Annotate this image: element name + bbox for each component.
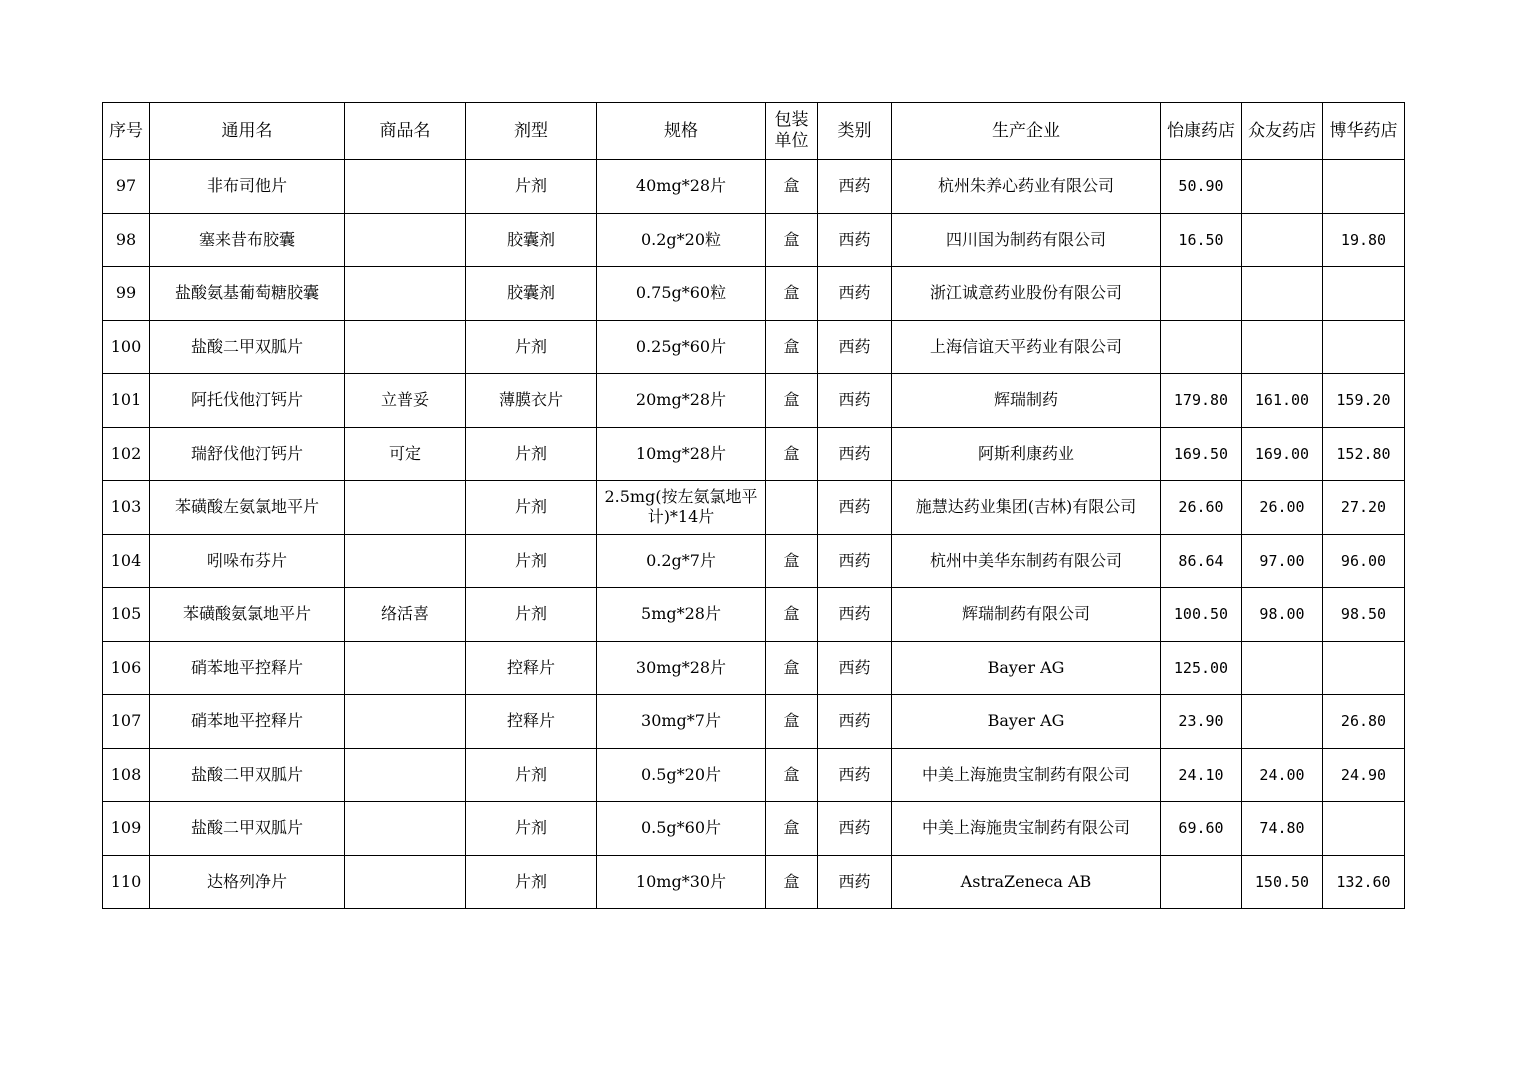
cell-brand-name bbox=[345, 481, 466, 535]
cell-unit bbox=[766, 481, 818, 535]
cell-category: 西药 bbox=[818, 320, 892, 374]
cell-category: 西药 bbox=[818, 481, 892, 535]
cell-brand-name bbox=[345, 802, 466, 856]
cell-price-yikang bbox=[1161, 320, 1242, 374]
cell-price-yikang bbox=[1161, 855, 1242, 909]
cell-manufacturer: 中美上海施贵宝制药有限公司 bbox=[892, 748, 1161, 802]
cell-manufacturer: 中美上海施贵宝制药有限公司 bbox=[892, 802, 1161, 856]
cell-price-bohua bbox=[1323, 267, 1405, 321]
cell-seq: 97 bbox=[103, 160, 150, 214]
cell-generic-name: 盐酸二甲双胍片 bbox=[150, 802, 345, 856]
cell-price-zhongyou: 74.80 bbox=[1242, 802, 1323, 856]
cell-seq: 100 bbox=[103, 320, 150, 374]
cell-unit: 盒 bbox=[766, 855, 818, 909]
cell-price-yikang: 179.80 bbox=[1161, 374, 1242, 428]
cell-generic-name: 硝苯地平控释片 bbox=[150, 641, 345, 695]
cell-manufacturer: 辉瑞制药有限公司 bbox=[892, 588, 1161, 642]
cell-dosage-form: 胶囊剂 bbox=[466, 267, 597, 321]
cell-price-bohua bbox=[1323, 802, 1405, 856]
cell-spec: 30mg*28片 bbox=[597, 641, 766, 695]
cell-spec: 30mg*7片 bbox=[597, 695, 766, 749]
cell-dosage-form: 片剂 bbox=[466, 855, 597, 909]
header-store-yikang: 怡康药店 bbox=[1161, 103, 1242, 160]
cell-price-yikang: 169.50 bbox=[1161, 427, 1242, 481]
cell-unit: 盒 bbox=[766, 748, 818, 802]
cell-brand-name bbox=[345, 267, 466, 321]
cell-price-bohua bbox=[1323, 320, 1405, 374]
cell-dosage-form: 控释片 bbox=[466, 695, 597, 749]
table-row bbox=[103, 695, 1405, 749]
cell-manufacturer: 辉瑞制药 bbox=[892, 374, 1161, 428]
cell-dosage-form: 片剂 bbox=[466, 802, 597, 856]
cell-spec: 10mg*28片 bbox=[597, 427, 766, 481]
cell-price-yikang: 100.50 bbox=[1161, 588, 1242, 642]
cell-spec: 0.25g*60片 bbox=[597, 320, 766, 374]
cell-price-yikang: 86.64 bbox=[1161, 534, 1242, 588]
cell-dosage-form: 片剂 bbox=[466, 481, 597, 535]
table-row bbox=[103, 802, 1405, 856]
cell-spec: 0.75g*60粒 bbox=[597, 267, 766, 321]
cell-price-bohua bbox=[1323, 160, 1405, 214]
cell-generic-name: 盐酸二甲双胍片 bbox=[150, 320, 345, 374]
cell-seq: 102 bbox=[103, 427, 150, 481]
cell-spec: 0.2g*7片 bbox=[597, 534, 766, 588]
cell-price-zhongyou bbox=[1242, 267, 1323, 321]
cell-manufacturer: Bayer AG bbox=[892, 695, 1161, 749]
cell-seq: 99 bbox=[103, 267, 150, 321]
cell-unit: 盒 bbox=[766, 213, 818, 267]
cell-spec: 40mg*28片 bbox=[597, 160, 766, 214]
cell-category: 西药 bbox=[818, 427, 892, 481]
cell-dosage-form: 片剂 bbox=[466, 160, 597, 214]
cell-unit: 盒 bbox=[766, 695, 818, 749]
table-row bbox=[103, 374, 1405, 428]
cell-dosage-form: 片剂 bbox=[466, 748, 597, 802]
cell-manufacturer: 阿斯利康药业 bbox=[892, 427, 1161, 481]
cell-category: 西药 bbox=[818, 802, 892, 856]
drug-price-table bbox=[102, 102, 1405, 909]
cell-spec: 2.5mg(按左氨氯地平计)*14片 bbox=[597, 481, 766, 535]
cell-unit: 盒 bbox=[766, 802, 818, 856]
cell-price-yikang bbox=[1161, 267, 1242, 321]
header-store-bohua: 博华药店 bbox=[1323, 103, 1405, 160]
cell-brand-name bbox=[345, 748, 466, 802]
cell-category: 西药 bbox=[818, 588, 892, 642]
cell-price-bohua: 152.80 bbox=[1323, 427, 1405, 481]
cell-price-bohua: 132.60 bbox=[1323, 855, 1405, 909]
cell-unit: 盒 bbox=[766, 534, 818, 588]
cell-price-bohua bbox=[1323, 641, 1405, 695]
cell-seq: 104 bbox=[103, 534, 150, 588]
table-row bbox=[103, 534, 1405, 588]
cell-dosage-form: 片剂 bbox=[466, 320, 597, 374]
cell-generic-name: 非布司他片 bbox=[150, 160, 345, 214]
cell-price-yikang: 69.60 bbox=[1161, 802, 1242, 856]
cell-unit: 盒 bbox=[766, 374, 818, 428]
cell-manufacturer: 施慧达药业集团(吉林)有限公司 bbox=[892, 481, 1161, 535]
table-body bbox=[103, 160, 1405, 909]
cell-manufacturer: 杭州朱养心药业有限公司 bbox=[892, 160, 1161, 214]
cell-price-yikang: 26.60 bbox=[1161, 481, 1242, 535]
cell-price-bohua: 27.20 bbox=[1323, 481, 1405, 535]
cell-brand-name: 立普妥 bbox=[345, 374, 466, 428]
cell-price-yikang: 24.10 bbox=[1161, 748, 1242, 802]
header-category: 类别 bbox=[818, 103, 892, 160]
cell-seq: 103 bbox=[103, 481, 150, 535]
header-spec: 规格 bbox=[597, 103, 766, 160]
cell-manufacturer: 四川国为制药有限公司 bbox=[892, 213, 1161, 267]
header-store-zhongyou: 众友药店 bbox=[1242, 103, 1323, 160]
cell-price-zhongyou: 97.00 bbox=[1242, 534, 1323, 588]
table-row bbox=[103, 160, 1405, 214]
cell-category: 西药 bbox=[818, 374, 892, 428]
cell-spec: 5mg*28片 bbox=[597, 588, 766, 642]
table-row bbox=[103, 320, 1405, 374]
table-row bbox=[103, 267, 1405, 321]
table-row bbox=[103, 855, 1405, 909]
cell-price-zhongyou: 161.00 bbox=[1242, 374, 1323, 428]
cell-category: 西药 bbox=[818, 534, 892, 588]
cell-price-zhongyou bbox=[1242, 641, 1323, 695]
cell-price-yikang: 125.00 bbox=[1161, 641, 1242, 695]
table-row bbox=[103, 641, 1405, 695]
cell-manufacturer: 杭州中美华东制药有限公司 bbox=[892, 534, 1161, 588]
cell-price-bohua: 159.20 bbox=[1323, 374, 1405, 428]
cell-generic-name: 吲哚布芬片 bbox=[150, 534, 345, 588]
table-row bbox=[103, 588, 1405, 642]
cell-manufacturer: AstraZeneca AB bbox=[892, 855, 1161, 909]
cell-brand-name bbox=[345, 213, 466, 267]
cell-category: 西药 bbox=[818, 213, 892, 267]
cell-dosage-form: 控释片 bbox=[466, 641, 597, 695]
cell-unit: 盒 bbox=[766, 427, 818, 481]
cell-price-zhongyou: 98.00 bbox=[1242, 588, 1323, 642]
header-generic-name: 通用名 bbox=[150, 103, 345, 160]
cell-price-bohua: 98.50 bbox=[1323, 588, 1405, 642]
header-seq: 序号 bbox=[103, 103, 150, 160]
cell-unit: 盒 bbox=[766, 641, 818, 695]
table-header-row bbox=[103, 103, 1405, 160]
cell-price-bohua: 19.80 bbox=[1323, 213, 1405, 267]
cell-price-zhongyou: 150.50 bbox=[1242, 855, 1323, 909]
cell-price-zhongyou bbox=[1242, 160, 1323, 214]
cell-generic-name: 塞来昔布胶囊 bbox=[150, 213, 345, 267]
cell-price-zhongyou bbox=[1242, 320, 1323, 374]
header-unit: 包装单位 bbox=[766, 103, 818, 160]
cell-price-yikang: 16.50 bbox=[1161, 213, 1242, 267]
cell-seq: 98 bbox=[103, 213, 150, 267]
cell-price-zhongyou: 169.00 bbox=[1242, 427, 1323, 481]
cell-dosage-form: 胶囊剂 bbox=[466, 213, 597, 267]
cell-seq: 101 bbox=[103, 374, 150, 428]
cell-brand-name bbox=[345, 855, 466, 909]
header-brand-name: 商品名 bbox=[345, 103, 466, 160]
cell-unit: 盒 bbox=[766, 320, 818, 374]
cell-generic-name: 硝苯地平控释片 bbox=[150, 695, 345, 749]
cell-generic-name: 盐酸二甲双胍片 bbox=[150, 748, 345, 802]
cell-price-zhongyou: 26.00 bbox=[1242, 481, 1323, 535]
cell-spec: 0.2g*20粒 bbox=[597, 213, 766, 267]
table-row bbox=[103, 427, 1405, 481]
cell-spec: 10mg*30片 bbox=[597, 855, 766, 909]
table-row bbox=[103, 213, 1405, 267]
cell-category: 西药 bbox=[818, 160, 892, 214]
cell-brand-name: 络活喜 bbox=[345, 588, 466, 642]
cell-brand-name bbox=[345, 534, 466, 588]
cell-brand-name bbox=[345, 695, 466, 749]
cell-generic-name: 苯磺酸左氨氯地平片 bbox=[150, 481, 345, 535]
cell-price-yikang: 50.90 bbox=[1161, 160, 1242, 214]
cell-brand-name bbox=[345, 320, 466, 374]
cell-price-yikang: 23.90 bbox=[1161, 695, 1242, 749]
cell-price-bohua: 26.80 bbox=[1323, 695, 1405, 749]
cell-seq: 106 bbox=[103, 641, 150, 695]
cell-category: 西药 bbox=[818, 748, 892, 802]
cell-dosage-form: 片剂 bbox=[466, 588, 597, 642]
cell-price-bohua: 24.90 bbox=[1323, 748, 1405, 802]
cell-unit: 盒 bbox=[766, 267, 818, 321]
cell-spec: 0.5g*60片 bbox=[597, 802, 766, 856]
cell-category: 西药 bbox=[818, 695, 892, 749]
cell-price-zhongyou bbox=[1242, 695, 1323, 749]
cell-seq: 109 bbox=[103, 802, 150, 856]
table-row bbox=[103, 481, 1405, 535]
cell-price-bohua: 96.00 bbox=[1323, 534, 1405, 588]
header-dosage-form: 剂型 bbox=[466, 103, 597, 160]
cell-manufacturer: Bayer AG bbox=[892, 641, 1161, 695]
cell-manufacturer: 浙江诚意药业股份有限公司 bbox=[892, 267, 1161, 321]
cell-category: 西药 bbox=[818, 855, 892, 909]
cell-unit: 盒 bbox=[766, 160, 818, 214]
cell-spec: 20mg*28片 bbox=[597, 374, 766, 428]
cell-generic-name: 盐酸氨基葡萄糖胶囊 bbox=[150, 267, 345, 321]
cell-brand-name: 可定 bbox=[345, 427, 466, 481]
cell-unit: 盒 bbox=[766, 588, 818, 642]
table-row bbox=[103, 748, 1405, 802]
header-manufacturer: 生产企业 bbox=[892, 103, 1161, 160]
cell-price-zhongyou bbox=[1242, 213, 1323, 267]
cell-manufacturer: 上海信谊天平药业有限公司 bbox=[892, 320, 1161, 374]
cell-dosage-form: 薄膜衣片 bbox=[466, 374, 597, 428]
cell-dosage-form: 片剂 bbox=[466, 534, 597, 588]
cell-dosage-form: 片剂 bbox=[466, 427, 597, 481]
cell-seq: 110 bbox=[103, 855, 150, 909]
cell-generic-name: 阿托伐他汀钙片 bbox=[150, 374, 345, 428]
cell-seq: 105 bbox=[103, 588, 150, 642]
cell-seq: 107 bbox=[103, 695, 150, 749]
cell-generic-name: 达格列净片 bbox=[150, 855, 345, 909]
cell-brand-name bbox=[345, 160, 466, 214]
cell-category: 西药 bbox=[818, 267, 892, 321]
cell-generic-name: 苯磺酸氨氯地平片 bbox=[150, 588, 345, 642]
cell-category: 西药 bbox=[818, 641, 892, 695]
cell-spec: 0.5g*20片 bbox=[597, 748, 766, 802]
cell-price-zhongyou: 24.00 bbox=[1242, 748, 1323, 802]
cell-generic-name: 瑞舒伐他汀钙片 bbox=[150, 427, 345, 481]
cell-brand-name bbox=[345, 641, 466, 695]
cell-seq: 108 bbox=[103, 748, 150, 802]
